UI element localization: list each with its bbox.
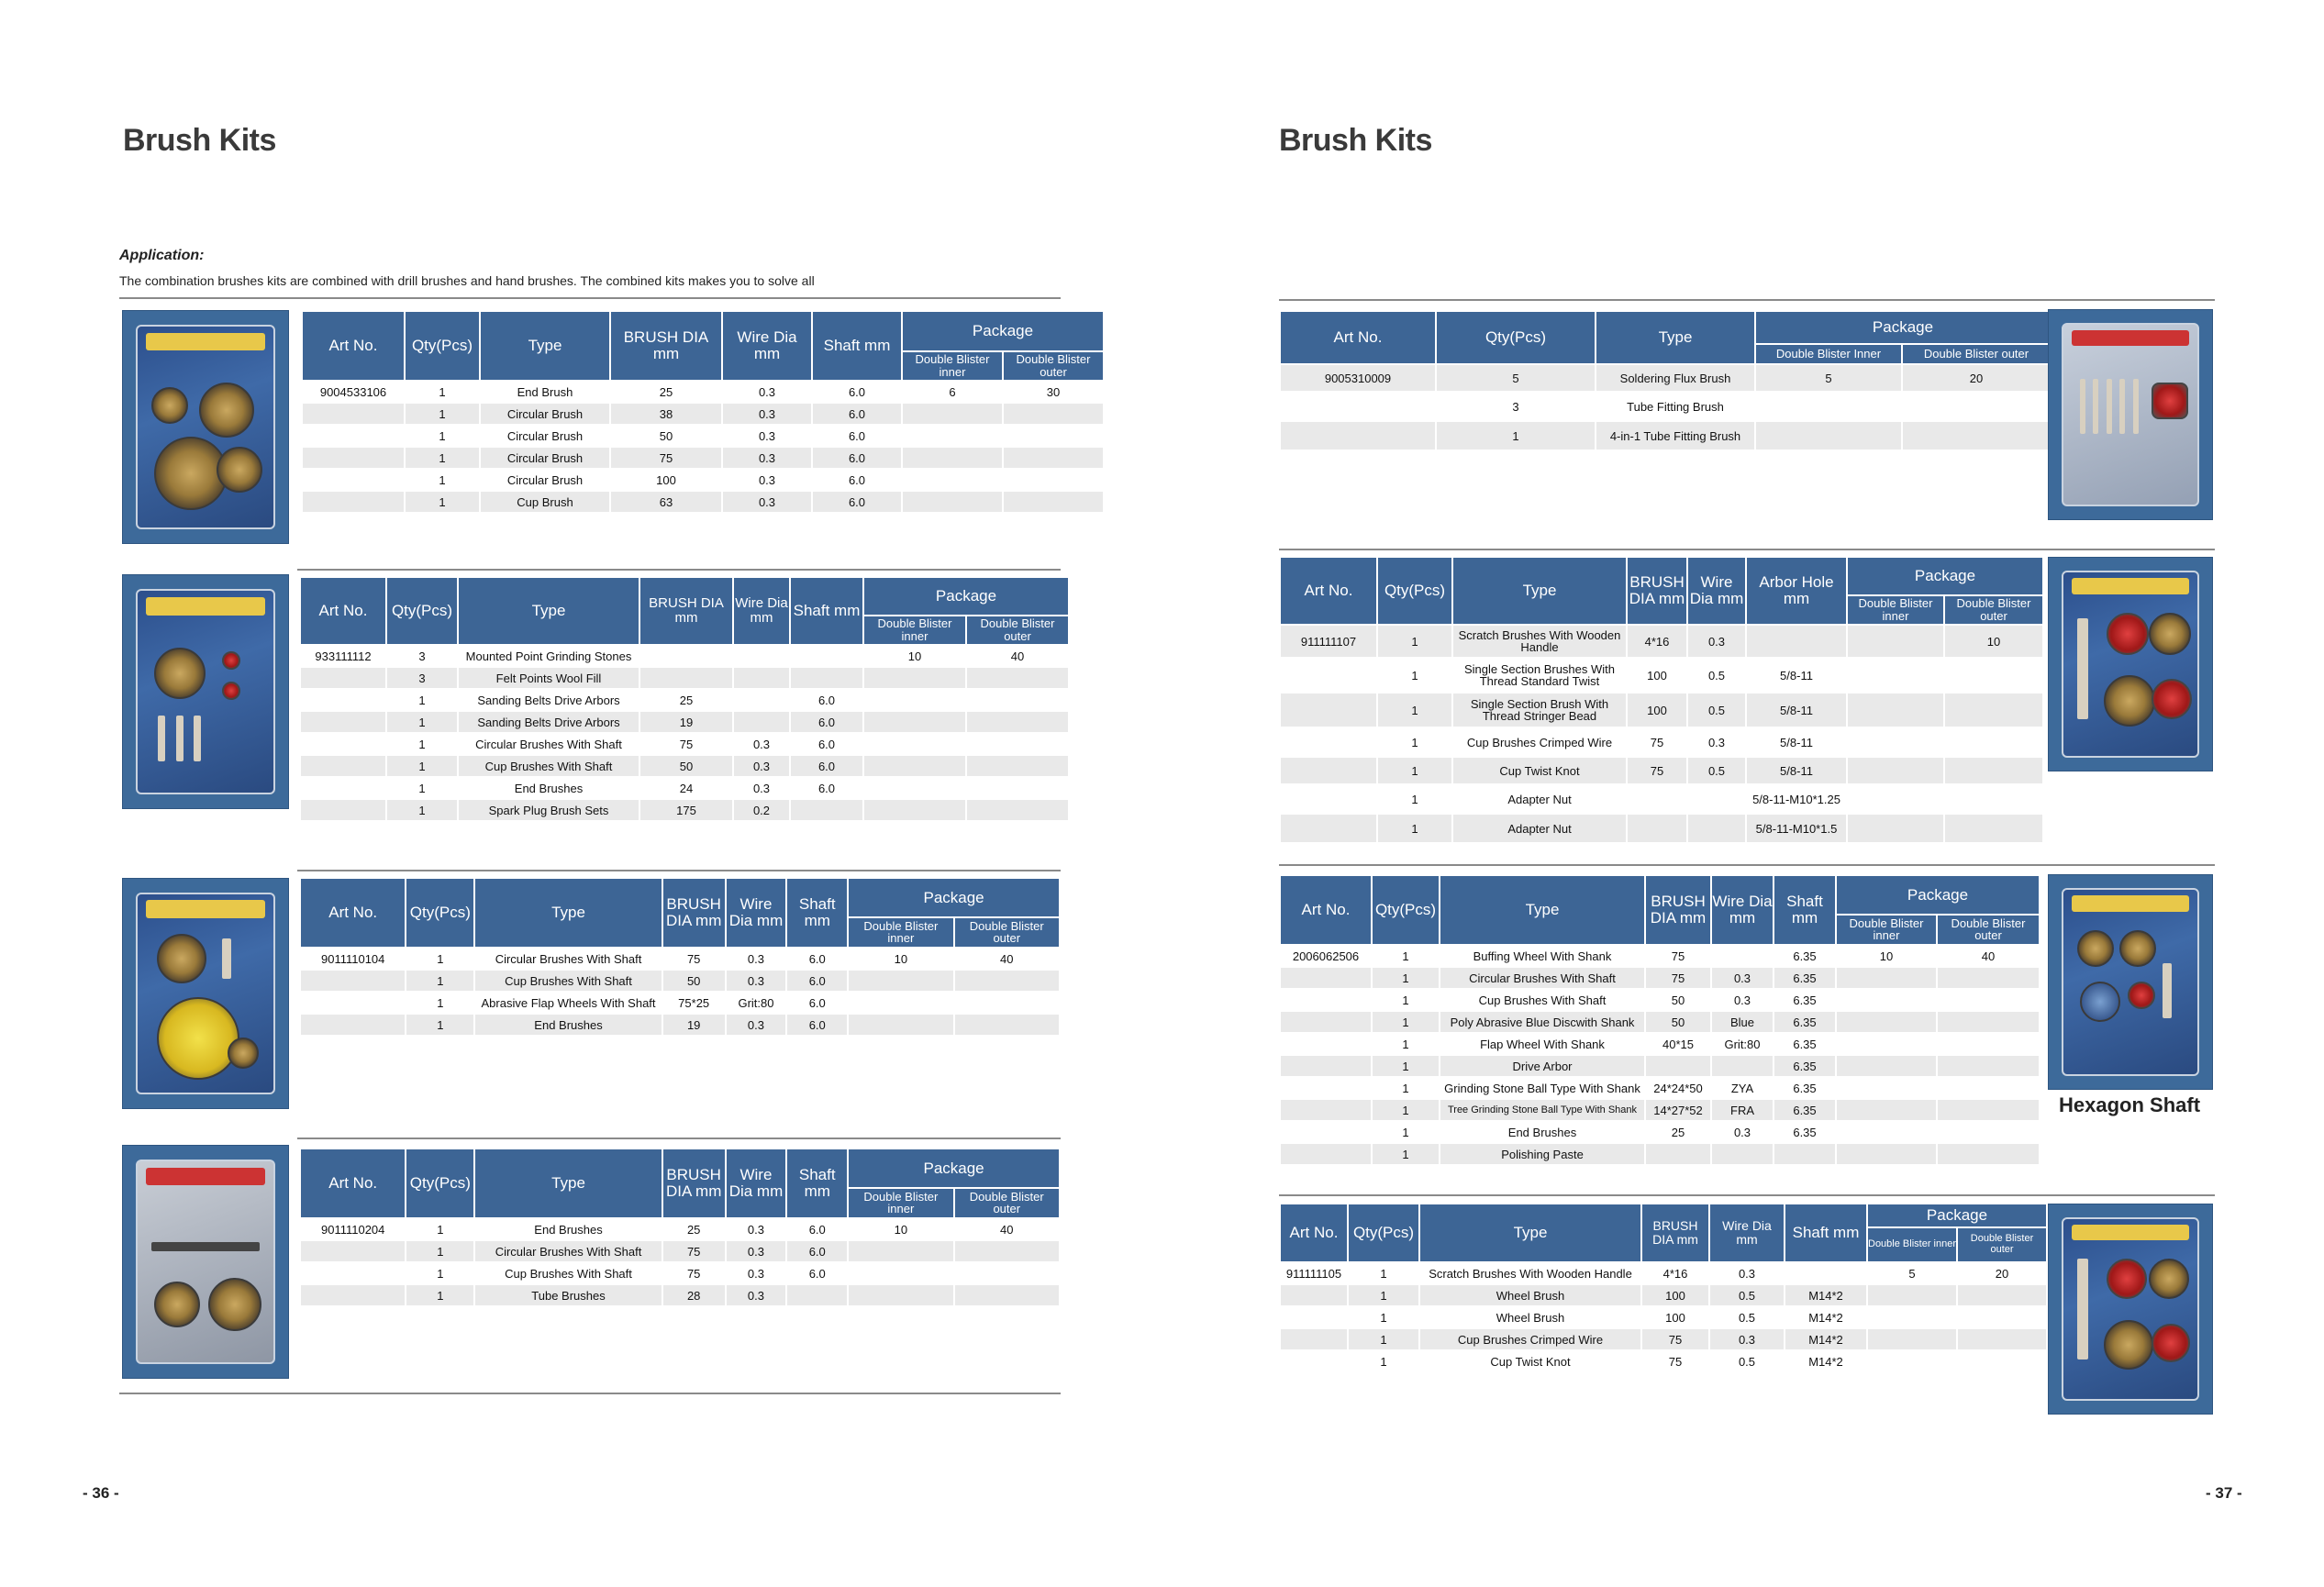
col-qty: Qty(Pcs) bbox=[1373, 876, 1439, 946]
col-qty: Qty(Pcs) bbox=[1437, 312, 1595, 365]
col-package-inner: Double Blister inner bbox=[1868, 1228, 1956, 1263]
product-photo-brush-kit-7 bbox=[2048, 874, 2213, 1090]
product-photo-brush-kit-1 bbox=[122, 310, 289, 544]
col-package: Package bbox=[1848, 558, 2042, 596]
col-wire-dia: Wire Dia mm bbox=[1712, 876, 1773, 946]
col-type: Type bbox=[481, 312, 609, 382]
page-number-left: - 36 - bbox=[83, 1484, 119, 1502]
spec-table-8 bbox=[1279, 1204, 2048, 1373]
table-row: 1 Circular Brush 50 0.3 6.0 bbox=[303, 426, 1103, 448]
col-package-outer: Double Blister outer bbox=[1903, 345, 2050, 365]
col-shaft: Shaft mm bbox=[787, 879, 847, 949]
product-photo-brush-kit-8 bbox=[2048, 1204, 2213, 1415]
col-art-no: Art No. bbox=[301, 1149, 405, 1219]
table-row: 1 Wheel Brush 100 0.5 M14*2 bbox=[1281, 1307, 2046, 1329]
table-row: 1 4-in-1 Tube Fitting Brush bbox=[1281, 422, 2050, 451]
table-row: 1 Circular Brushes With Shaft 75 0.3 6.0 bbox=[301, 1241, 1059, 1263]
table-row: 1 Cup Brushes With Shaft 50 0.3 6.35 bbox=[1281, 990, 2039, 1012]
spec-table-2 bbox=[299, 578, 1070, 822]
col-shaft: Shaft mm bbox=[1785, 1204, 1866, 1263]
col-wire-dia: Wire Dia mm bbox=[727, 879, 786, 949]
divider bbox=[297, 870, 1061, 871]
col-package-outer: Double Blister outer bbox=[1938, 916, 2039, 946]
col-package-outer: Double Blister outer bbox=[1958, 1228, 2046, 1263]
table-row: 1 Circular Brush 38 0.3 6.0 bbox=[303, 404, 1103, 426]
table-row: 1 Wheel Brush 100 0.5 M14*2 bbox=[1281, 1285, 2046, 1307]
table-row: 1 Drive Arbor 6.35 bbox=[1281, 1056, 2039, 1078]
table-row: 3 Felt Points Wool Fill bbox=[301, 668, 1068, 690]
divider bbox=[1279, 299, 2215, 301]
col-package-outer: Double Blister outer bbox=[955, 918, 1059, 949]
table-row: 1 Cup Twist Knot 75 0.5 5/8-11 bbox=[1281, 758, 2042, 785]
table-row: 1 Poly Abrasive Blue Discwith Shank 50 Blue 6.35 bbox=[1281, 1012, 2039, 1034]
product-photo-brush-kit-6 bbox=[2048, 557, 2213, 771]
col-wire-dia: Wire Dia mm bbox=[1688, 558, 1745, 626]
col-type: Type bbox=[1420, 1204, 1640, 1263]
table-row: 3 Tube Fitting Brush bbox=[1281, 393, 2050, 422]
col-package-outer: Double Blister outer bbox=[967, 616, 1068, 646]
col-package-inner: Double Blister inner bbox=[864, 616, 965, 646]
col-brush-dia: BRUSH DIA mm bbox=[1646, 876, 1710, 946]
col-package: Package bbox=[1868, 1204, 2046, 1228]
table-row: 1 Grinding Stone Ball Type With Shank 24*24*50 ZYA 6.35 bbox=[1281, 1078, 2039, 1100]
table-row: 1 Cup Brushes With Shaft 75 0.3 6.0 bbox=[301, 1263, 1059, 1285]
table-row: 1 Circular Brushes With Shaft 75 0.3 6.0 bbox=[301, 734, 1068, 756]
page-title-right: Brush Kits bbox=[1279, 123, 1432, 158]
spec-table-6 bbox=[1279, 558, 2044, 844]
col-qty: Qty(Pcs) bbox=[406, 312, 479, 382]
col-type: Type bbox=[1596, 312, 1754, 365]
col-wire-dia: Wire Dia mm bbox=[734, 578, 789, 646]
table-row: 1 Cup Twist Knot 75 0.5 M14*2 bbox=[1281, 1351, 2046, 1373]
table-row: 1 Sanding Belts Drive Arbors 19 6.0 bbox=[301, 712, 1068, 734]
product-photo-brush-kit-4 bbox=[122, 1145, 289, 1379]
col-shaft: Shaft mm bbox=[1774, 876, 1835, 946]
page-number-right: - 37 - bbox=[2206, 1484, 2242, 1502]
col-package-outer: Double Blister outer bbox=[1945, 596, 2042, 626]
spec-table-5 bbox=[1279, 312, 2052, 451]
table-row: 911111107 1 Scratch Brushes With Wooden Handle 4*16 0.3 10 bbox=[1281, 626, 2042, 659]
col-wire-dia: Wire Dia mm bbox=[723, 312, 811, 382]
col-package-outer: Double Blister outer bbox=[955, 1189, 1059, 1219]
table-row: 1 Cup Brushes Crimped Wire 75 0.3 5/8-11 bbox=[1281, 728, 2042, 758]
col-wire-dia: Wire Dia mm bbox=[1710, 1204, 1784, 1263]
application-text: The combination brushes kits are combined with drill brushes and hand brushes. The combined kits makes you to solve all bbox=[119, 273, 815, 288]
col-brush-dia: BRUSH DIA mm bbox=[663, 1149, 725, 1219]
table-row: 2006062506 1 Buffing Wheel With Shank 75 6.35 10 40 bbox=[1281, 946, 2039, 968]
col-art-no: Art No. bbox=[301, 879, 405, 949]
table-row: 1 End Brushes 25 0.3 6.35 bbox=[1281, 1122, 2039, 1144]
table-row: 9004533106 1 End Brush 25 0.3 6.0 6 30 bbox=[303, 382, 1103, 404]
page-title-left: Brush Kits bbox=[123, 123, 276, 158]
col-shaft: Shaft mm bbox=[813, 312, 901, 382]
spec-table-7 bbox=[1279, 876, 2040, 1166]
spec-table-1 bbox=[301, 312, 1105, 514]
col-package: Package bbox=[849, 879, 1059, 918]
col-arbor-hole: Arbor Hole mm bbox=[1747, 558, 1846, 626]
col-brush-dia: BRUSH DIA mm bbox=[663, 879, 725, 949]
col-package-inner: Double Blister inner bbox=[849, 918, 952, 949]
table-row: 1 Sanding Belts Drive Arbors 25 6.0 bbox=[301, 690, 1068, 712]
col-art-no: Art No. bbox=[303, 312, 404, 382]
spec-table-3 bbox=[299, 879, 1061, 1037]
hexagon-shaft-caption: Hexagon Shaft bbox=[2059, 1093, 2201, 1116]
col-package: Package bbox=[864, 578, 1068, 616]
col-qty: Qty(Pcs) bbox=[406, 1149, 473, 1219]
table-row: 1 Circular Brush 75 0.3 6.0 bbox=[303, 448, 1103, 470]
divider bbox=[1279, 864, 2215, 866]
col-package: Package bbox=[903, 312, 1103, 352]
table-row: 933111112 3 Mounted Point Grinding Stones 10 40 bbox=[301, 646, 1068, 668]
col-type: Type bbox=[475, 1149, 661, 1219]
table-row: 1 End Brushes 19 0.3 6.0 bbox=[301, 1015, 1059, 1037]
table-row: 1 Adapter Nut 5/8-11-M10*1.25 bbox=[1281, 785, 2042, 815]
table-row: 9011110104 1 Circular Brushes With Shaft 75 0.3 6.0 10 40 bbox=[301, 949, 1059, 971]
col-qty: Qty(Pcs) bbox=[1378, 558, 1451, 626]
table-row: 1 Circular Brushes With Shaft 75 0.3 6.35 bbox=[1281, 968, 2039, 990]
table-row: 1 Circular Brush 100 0.3 6.0 bbox=[303, 470, 1103, 492]
table-row: 1 End Brushes 24 0.3 6.0 bbox=[301, 778, 1068, 800]
col-type: Type bbox=[1453, 558, 1626, 626]
divider bbox=[1279, 1194, 2215, 1196]
spec-table-4 bbox=[299, 1149, 1061, 1307]
col-package: Package bbox=[1756, 312, 2050, 345]
table-row: 911111105 1 Scratch Brushes With Wooden Handle 4*16 0.3 5 20 bbox=[1281, 1263, 2046, 1285]
col-qty: Qty(Pcs) bbox=[387, 578, 457, 646]
product-photo-brush-kit-5 bbox=[2048, 309, 2213, 520]
col-art-no: Art No. bbox=[1281, 876, 1371, 946]
col-shaft: Shaft mm bbox=[791, 578, 862, 646]
table-row: 1 Abrasive Flap Wheels With Shaft 75*25 Grit:80 6.0 bbox=[301, 993, 1059, 1015]
table-row: 1 Tube Brushes 28 0.3 bbox=[301, 1285, 1059, 1307]
col-package-inner: Double Blister inner bbox=[903, 352, 1002, 382]
table-row: 9005310009 5 Soldering Flux Brush 5 20 bbox=[1281, 365, 2050, 393]
product-photo-brush-kit-3 bbox=[122, 878, 289, 1109]
col-art-no: Art No. bbox=[1281, 312, 1435, 365]
divider bbox=[119, 297, 1061, 299]
col-brush-dia: BRUSH DIA mm bbox=[1628, 558, 1686, 626]
table-row: 1 Tree Grinding Stone Ball Type With Shank 14*27*52 FRA 6.35 bbox=[1281, 1100, 2039, 1122]
col-brush-dia: BRUSH DIA mm bbox=[611, 312, 721, 382]
col-shaft: Shaft mm bbox=[787, 1149, 847, 1219]
col-qty: Qty(Pcs) bbox=[1349, 1204, 1418, 1263]
col-type: Type bbox=[475, 879, 661, 949]
col-package-inner: Double Blister Inner bbox=[1756, 345, 1901, 365]
table-row: 1 Cup Brush 63 0.3 6.0 bbox=[303, 492, 1103, 514]
col-package-inner: Double Blister inner bbox=[1848, 596, 1943, 626]
col-package-outer: Double Blister outer bbox=[1004, 352, 1103, 382]
table-row: 1 Single Section Brush With Thread Stringer Bead 100 0.5 5/8-11 bbox=[1281, 694, 2042, 728]
divider bbox=[119, 1393, 1061, 1394]
col-package-inner: Double Blister inner bbox=[1837, 916, 1936, 946]
table-row: 1 Adapter Nut 5/8-11-M10*1.5 bbox=[1281, 815, 2042, 844]
table-row: 1 Spark Plug Brush Sets 175 0.2 bbox=[301, 800, 1068, 822]
table-row: 1 Polishing Paste bbox=[1281, 1144, 2039, 1166]
divider bbox=[1279, 549, 2215, 550]
table-row: 1 Cup Brushes Crimped Wire 75 0.3 M14*2 bbox=[1281, 1329, 2046, 1351]
col-art-no: Art No. bbox=[301, 578, 385, 646]
col-art-no: Art No. bbox=[1281, 1204, 1347, 1263]
col-type: Type bbox=[459, 578, 639, 646]
table-row: 1 Single Section Brushes With Thread Standard Twist 100 0.5 5/8-11 bbox=[1281, 659, 2042, 694]
table-row: 1 Cup Brushes With Shaft 50 0.3 6.0 bbox=[301, 756, 1068, 778]
col-package-inner: Double Blister inner bbox=[849, 1189, 952, 1219]
application-label: Application: bbox=[119, 248, 205, 263]
divider bbox=[297, 1138, 1061, 1139]
product-photo-brush-kit-2 bbox=[122, 574, 289, 809]
col-package: Package bbox=[849, 1149, 1059, 1189]
col-package: Package bbox=[1837, 876, 2039, 916]
table-row: 1 Cup Brushes With Shaft 50 0.3 6.0 bbox=[301, 971, 1059, 993]
col-brush-dia: BRUSH DIA mm bbox=[640, 578, 732, 646]
col-type: Type bbox=[1440, 876, 1644, 946]
col-qty: Qty(Pcs) bbox=[406, 879, 473, 949]
col-wire-dia: Wire Dia mm bbox=[727, 1149, 786, 1219]
col-brush-dia: BRUSH DIA mm bbox=[1642, 1204, 1708, 1263]
table-row: 9011110204 1 End Brushes 25 0.3 6.0 10 40 bbox=[301, 1219, 1059, 1241]
table-row: 1 Flap Wheel With Shank 40*15 Grit:80 6.35 bbox=[1281, 1034, 2039, 1056]
col-art-no: Art No. bbox=[1281, 558, 1376, 626]
divider bbox=[297, 569, 1061, 571]
